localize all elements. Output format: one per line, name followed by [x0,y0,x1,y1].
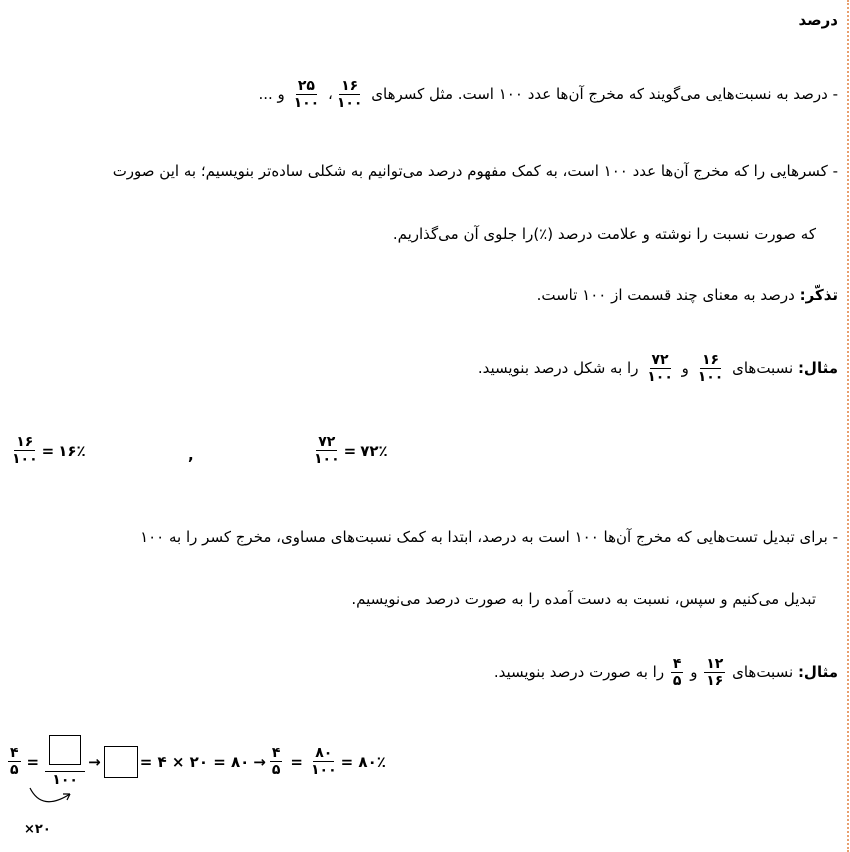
example-1-fraction-72: $\frac{۷۲}{۱۰۰}$ [647,352,673,385]
multiplier-label: ×۲۰ [24,822,51,837]
example-1 [478,346,838,390]
blank-box-2 [104,746,138,778]
note [537,285,838,305]
curved-arrow-icon [22,782,82,818]
paragraph-2-line-2: که صورت نسبت را نوشته و علامت درصد (٪)را جلوی آن می‌گذاریم. [392,225,816,243]
example-2-and: و [690,663,698,681]
example-2-pre: نسبت‌های [732,663,794,681]
example-2-label: مثال: [797,663,838,681]
calc-fraction-4-5: $\frac{۴}{۵}$ [10,745,19,778]
example-2-post: را به صورت درصد بنویسید. [493,663,665,681]
example-2-fraction-12-16: $\frac{۱۲}{۱۶}$ [706,656,724,689]
calc-fraction-4-5-b: $\frac{۴}{۵}$ [271,745,281,778]
result-16-percent: $\frac{۱۶}{۱۰۰}$ = ۱۶٪ [12,434,86,467]
page-title: درصد [798,11,838,29]
fraction-25-100: $\frac{۲۵}{۱۰۰}$ [293,78,320,111]
calc-fraction-80-100: $\frac{۸۰}{۱۰۰}$ [311,745,337,778]
note-text: درصد به معنای چند قسمت از ۱۰۰ تاست. [536,286,795,304]
definition-tail: و ... [258,85,285,103]
definition-text: - درصد به نسبت‌هایی می‌گویند که مخرج آن‌ها عدد ۱۰۰ است. مثل کسرهای [371,85,838,103]
definition-paragraph [258,72,838,116]
paragraph-2-line-1: - کسرهایی را که مخرج آن‌ها عدد ۱۰۰ است، به کمک مفهوم درصد می‌توانیم به شکلی ساده‌تر بنویسیم؛ به این صورت [112,162,838,180]
example-1-and: و [681,359,689,377]
example-1-label: مثال: [797,359,838,377]
example-1-pre: نسبت‌های [732,359,794,377]
blank-box [49,735,81,765]
paragraph-3-line-1: - برای تبدیل تست‌هایی که مخرج آن‌ها ۱۰۰ است به درصد، ابتدا به کمک نسبت‌های مساوی، مخرج کسر را به ۱۰۰ [140,528,838,546]
calc-fraction-blank-100: ۱۰۰ [45,735,85,788]
example-2-fraction-4-5: $\frac{۴}{۵}$ [672,656,682,689]
conversion-calculation: $\frac{۴}{۵}$ = ۱۰۰ → = ۴ × ۲۰ = ۸۰ → $\frac{۴}{۵}$ = $\frac{۸۰}{۱۰۰}$ = ۸۰٪ [8,735,388,788]
fraction-16-100: $\frac{۱۶}{۱۰۰}$ [336,78,363,111]
comma-separator: , [188,446,194,464]
example-1-fraction-16: $\frac{۱۶}{۱۰۰}$ [697,352,724,385]
separator: ، [328,85,333,103]
result-72-percent: $\frac{۷۲}{۱۰۰}$ = ۷۲٪ [314,434,388,467]
note-label: تذکّر: [799,286,838,304]
paragraph-3-line-2: تبدیل می‌کنیم و سپس، نسبت به دست آمده را به صورت درصد می‌نویسیم. [351,590,816,608]
page-border [847,0,849,852]
example-1-post: را به شکل درصد بنویسید. [477,359,639,377]
example-2 [494,650,838,694]
